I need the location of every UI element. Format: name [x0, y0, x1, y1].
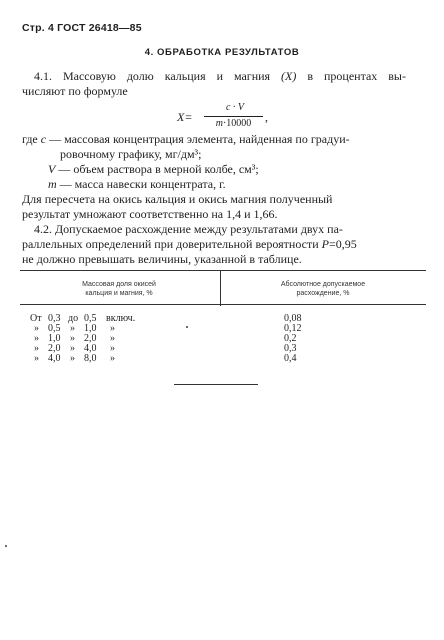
var-v: V [48, 162, 56, 176]
word: (X) [281, 69, 297, 83]
section-title: 4. ОБРАБОТКА РЕЗУЛЬТАТОВ [144, 47, 300, 58]
fraction-bar [204, 116, 263, 117]
cell-from: 1,0 [48, 333, 61, 344]
den-rest: ·10000 [222, 118, 252, 129]
cell-from: 4,0 [48, 353, 61, 364]
paragraph-4-2-line-1: 4.2. Допускаемое расхождение между результатами двух па- [34, 222, 343, 236]
def-c-line-2: ровочному графику, мг/дм³; [60, 147, 202, 161]
cell-pre: От [30, 313, 42, 324]
table-header-mass-fraction [24, 280, 214, 298]
header-line: расхождение, % [296, 290, 350, 297]
cell-mid: » [70, 333, 75, 344]
def-c-line-1 [22, 132, 350, 147]
formula-denominator [204, 118, 263, 129]
table-cell-deviation: 0,3 [284, 343, 297, 354]
word: процентах [323, 69, 378, 83]
cell-to: 1,0 [84, 323, 97, 334]
word: и [216, 69, 223, 83]
paragraph-4-2-line-2 [22, 237, 357, 252]
word: магния [233, 69, 271, 83]
table-cell-deviation: 0,12 [284, 323, 302, 334]
table-cell-deviation: 0,4 [284, 353, 297, 364]
recalc-line-1: Для пересчета на окись кальция и окись магния полученный [22, 192, 333, 206]
def-m [48, 177, 226, 192]
end-of-section-rule [174, 384, 258, 385]
page-header: Стр. 4 ГОСТ 26418—85 [22, 22, 142, 34]
formula-numerator: c · V [225, 102, 245, 113]
print-speck [186, 326, 188, 328]
cell-post: » [110, 323, 115, 334]
cell-pre: » [34, 353, 39, 364]
word: Массовую [62, 69, 116, 83]
word: долю [126, 69, 154, 83]
cell-to: 2,0 [84, 333, 97, 344]
header-line: Абсолютное допускаемое [280, 281, 366, 288]
cell-pre: » [34, 333, 39, 344]
word: кальция [164, 69, 206, 83]
cell-post: » [110, 333, 115, 344]
cell-mid: до [68, 313, 79, 324]
formula [177, 102, 287, 132]
recalc-line-2: результат умножают соответственно на 1,4 и 1,66. [22, 207, 278, 221]
cell-to: 0,5 [84, 313, 97, 324]
def-v [48, 162, 259, 177]
cell-mid: » [70, 323, 75, 334]
paragraph-4-1-line-1 [34, 69, 406, 84]
cell-pre: » [34, 343, 39, 354]
cell-to: 4,0 [84, 343, 97, 354]
table-header-deviation [228, 280, 418, 298]
var-p: P [321, 237, 329, 251]
cell-to: 8,0 [84, 353, 97, 364]
formula-comma: , [265, 110, 268, 124]
table-cell-deviation: 0,08 [284, 313, 302, 324]
var-m: m [215, 118, 223, 129]
header-line: кальция и магния, % [85, 290, 153, 297]
cell-from: 0,5 [48, 323, 61, 334]
def-m-text: — масса навески концентрата, г. [56, 177, 226, 191]
paragraph-4-1-line-2: числяют по формуле [22, 84, 128, 98]
line2-a: раллельных определений при доверительной вероятности [22, 237, 322, 251]
header-line: Массовая доля окисей [82, 281, 156, 288]
table-top-rule [20, 270, 426, 271]
var-c: c [40, 132, 47, 146]
var-m-def: m [48, 177, 57, 191]
def-v-text: — объем раствора в мерной колбе, см³; [55, 162, 259, 176]
formula-lhs: X= [177, 110, 193, 124]
table-cell-deviation: 0,2 [284, 333, 297, 344]
table-column-divider [220, 270, 221, 306]
paragraph-4-2-line-3: не должно превышать величины, указанной в таблице. [22, 252, 302, 266]
cell-from: 0,3 [48, 313, 61, 324]
table-header-rule [20, 304, 426, 305]
word: вы- [388, 69, 406, 83]
cell-mid: » [70, 353, 75, 364]
where-label: где [22, 132, 41, 146]
word: в [307, 69, 314, 83]
cell-mid: » [70, 343, 75, 354]
cell-from: 2,0 [48, 343, 61, 354]
word: 4.1. [34, 69, 52, 83]
cell-post: включ. [106, 313, 136, 324]
cell-post: » [110, 343, 115, 354]
cell-post: » [110, 353, 115, 364]
def-c-text: — массовая концентрация элемента, найденная по градуи- [46, 132, 350, 146]
cell-pre: » [34, 323, 39, 334]
line2-b: =0,95 [328, 237, 357, 251]
print-speck [5, 545, 7, 547]
